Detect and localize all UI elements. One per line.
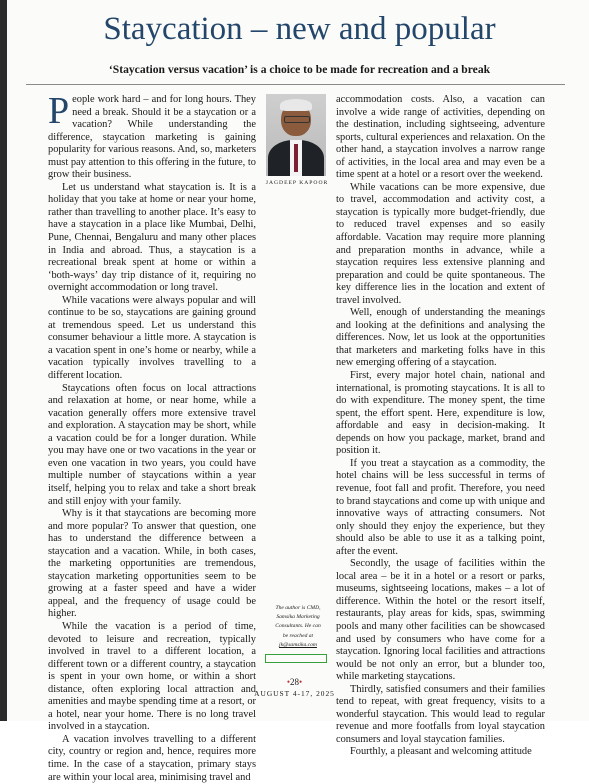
author-note: The author is CMD, Samsika Marketing Consultants. He can be reached at jk@samsika.com [266,604,330,650]
paragraph: Let us understand what staycation is. It is a holiday that you take at home or near your home, rather than travelling to another place. It’s easy to have a staycation in a place like Mumbai, Delhi, Pune, Chennai, Bengaluru and many other places in India and abroad. Thus, a staycation is a recreational break spent at home or within a ‘both-ways’ day trip distance of it, requiring no overnight accommodation or long travel. [48,181,256,294]
paragraph: Why is it that staycations are becoming more and more popular? To answer that question, one has to understand the difference between a staycation and a vacation. While, in both cases, the marketing opportunities are tremendous, staycation marketing opportunities seem to be growing at a faster speed and have a wider appeal, and the frequency of usage could be higher. [48,508,256,620]
paragraph: Well, enough of understanding the meanings and looking at the definitions and analysing the differences. Now, let us look at the opportunities that marketers and marketing folks have in this new emerging offering of a staycation. [336,307,545,369]
paragraph: People work hard – and for long hours. They need a break. Should it be a staycation or a vacation? While understanding the difference, staycation marketing is gaining popularity for various reasons. And, so, marketers must pay attention to this offering in the future, to grow their business. [48,90,256,181]
article-subtitle: ‘Staycation versus vacation’ is a choice to be made for recreation and a break [108,63,491,76]
article-title: Staycation – new and popular [103,11,496,47]
page-edge-shadow [0,0,7,721]
paragraph: Fourthly, a pleasant and welcoming attitude [350,746,532,758]
photo-caption: JAGDEEP KAPOOR [265,180,329,186]
paragraph: First, every major hotel chain, national and international, is promoting staycations. It is all to do with expenditure. The money spent, the time spent, the effort spent. Here, expenditure is low, affordable and easy in decision-making. It depends on how you package, market, brand and position it. [336,370,545,457]
paragraph: Thirdly, satisfied consumers and their families tend to repeat, with great frequency, visits to a wonderful staycation. This would lead to regular revenue and more footfalls from loyal staycation consumers and loyal staycation families. [336,683,545,745]
page-number: •28• [286,677,303,687]
paragraph: While the vacation is a period of time, devoted to leisure and recreation, typically involved in travel to a different location, a different town or a different country, a staycation is spent in your own home, or within a short distance, often exploring local attraction and amenities and maybe spending time at a resort, or a hotel, near your home. There is no long travel involved in a staycation. [48,620,256,733]
paragraph: Secondly, the usage of facilities within the local area – be it in a hotel or a resort or parks, museums, sightseeing locations, makes – a lot of difference. Within the hotel or the resort itself, restaurants, play areas for kids, spas, swimming pools and many other facilities can be showcased and used by consumers who have come for a staycation. Ignoring local facilities and attractions would be not only an error, but a blunder too, while marketing staycations. [336,558,545,683]
drop-cap: P [48,90,70,132]
paragraph: A vacation involves travelling to a different city, country or region and, hence, requires more time. In the case of a staycation, primary stays are within your local area, minimising travel and [48,733,256,783]
right-column [336,94,545,759]
title-divider [26,84,565,85]
issue-date: AUGUST 4-17, 2025 [254,689,335,698]
author-email-link[interactable]: jk@samsika.com [279,641,317,648]
author-photo [266,94,326,176]
paragraph: While vacations were always popular and will continue to be so, staycations are gaining ground at tremendous speed. Let us understand this consumer behaviour a little more. A staycation is a vacation spent in one’s home or nearby, while a vacation typically involves travelling to a different location. [48,294,256,382]
paragraph: accommodation costs. Also, a vacation can involve a wide range of activities, depending on the destination, including sightseeing, adventure sports, cultural experiences and relaxation. On the other hand, a staycation involves a narrow range of activities, in the local area and may even be a time spent at a hotel or a resort over the weekend. [336,94,545,181]
paragraph: If you treat a staycation as a commodity, the hotel chains will be less successful in terms of revenue, foot fall and profit. Therefore, you need to brand staycations and come up with unique and innovative ways of attracting consumers. Not only should they enjoy the experience, but they should also be able to use it as a talking point, after the event. [336,457,545,557]
selection-box[interactable] [265,654,327,663]
paragraph: While vacations can be more expensive, due to travel, accommodation and activity cost, a staycation is typically more budget-friendly, due to reduced travel expenses and so easily affordable. Vacation may require more planning and preparation months in advance, while a staycation requires less extensive planning and preparation and could be quite spontaneous. The key difference lies in the location and extent of travel involved. [336,181,545,306]
paragraph: Staycations often focus on local attractions and relaxation at home, or near home, while a vacation generally offers more extensive travel and exploration. A staycation may be short, while a vacation could be for a longer duration. While you may have one or two vacations in the year or even one vacation in two years, you could have multiple number of staycations within a year itself, helping you to relax and take a short break and still enjoy with your family. [48,382,256,507]
